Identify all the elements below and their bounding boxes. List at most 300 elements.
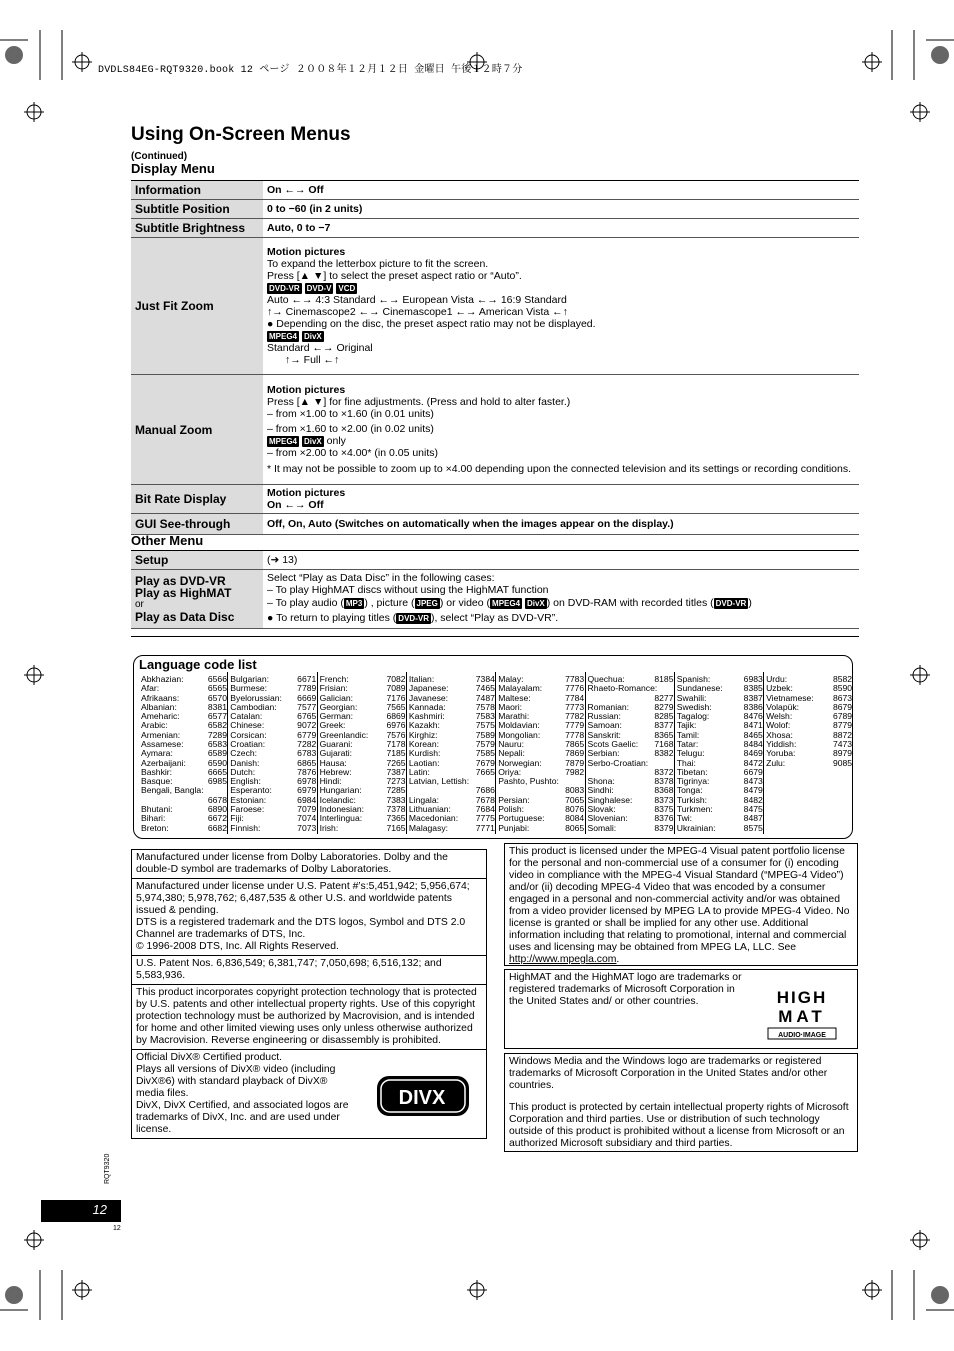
language-name: Malagasy:: [408, 822, 449, 833]
language-code-title: Language code list: [139, 657, 257, 672]
language-code: 7771: [475, 822, 495, 833]
language-name: Cambodian:: [230, 701, 277, 712]
language-code: 7289: [207, 729, 227, 740]
language-name: Norwegian:: [498, 757, 542, 768]
disc-tag: JPEG: [416, 599, 438, 608]
language-code: 8285: [654, 711, 674, 722]
text: Press [▲ ▼] to select the preset aspect ratio or “Auto”.: [267, 270, 522, 282]
language-code: 7383: [386, 794, 406, 805]
language-name: Sundanese:: [676, 683, 723, 694]
text: Select “Play as Data Disc” in the following cases:: [267, 572, 495, 584]
text: DivX, DivX Certified, and associated logos are trademarks of DivX, Inc. and are used under license.: [136, 1100, 349, 1135]
language-name: Maori:: [498, 701, 523, 712]
language-name: Persian:: [498, 794, 530, 805]
language-name: Kannada:: [408, 701, 446, 712]
language-code: 9085: [832, 757, 853, 768]
language-entry: [320, 824, 406, 833]
language-code: 6765: [297, 711, 317, 722]
language-name: Tajik:: [676, 720, 697, 731]
language-code: 8381: [207, 701, 227, 712]
row-label: Just Fit Zoom: [131, 238, 263, 375]
column-separator: [495, 672, 496, 834]
language-code: 6890: [207, 803, 227, 814]
row-value: Auto, 0 to −7: [267, 222, 331, 234]
text: ) on DVD-RAM with recorded titles (: [546, 597, 714, 609]
language-name: Hausa:: [319, 757, 347, 768]
language-code: 6682: [207, 822, 227, 833]
language-name: Armenian:: [141, 729, 181, 740]
row-label: [131, 570, 263, 629]
language-code: 8472: [743, 757, 763, 768]
text: This product is protected by certain intellectual property rights of Microsoft Corporation and third parties. Use or distribution of such technology outside of this product is prohibited without a license from Microsoft or an authorized Microsoft subsidiary and third parties.: [509, 1102, 849, 1149]
language-name: Icelandic:: [319, 794, 356, 805]
language-code: 7869: [565, 748, 585, 759]
language-code: 7775: [475, 813, 495, 824]
language-code: 8373: [654, 794, 674, 805]
language-code: 7773: [565, 701, 585, 712]
text: – from ×1.60 to ×2.00 (in 0.02 units): [267, 423, 434, 435]
page-title: Using On-Screen Menus: [131, 124, 351, 145]
language-name: Polish:: [498, 803, 524, 814]
language-name: Slovenian:: [587, 813, 628, 824]
language-name: Singhalese:: [587, 794, 633, 805]
text: – To play audio (: [267, 597, 344, 609]
language-code: 7165: [386, 822, 406, 833]
language-name: Croatian:: [230, 738, 266, 749]
language-name: Samoan:: [587, 720, 622, 731]
language-name: Serbian:: [587, 748, 620, 759]
language-name: Kazakh:: [408, 720, 440, 731]
language-code: 8679: [832, 701, 853, 712]
language-name: Tatar:: [676, 738, 699, 749]
language-name: Turkish:: [676, 794, 708, 805]
language-column: [588, 675, 674, 833]
row-subtitle-position: [131, 200, 859, 219]
language-code: 8473: [743, 776, 763, 787]
text: Press [▲ ▼] for fine adjustments. (Press and hold to alter faster.): [267, 396, 571, 408]
language-code: 7665: [475, 766, 495, 777]
language-name: Assamese:: [141, 738, 184, 749]
label: Play as Data Disc: [135, 610, 235, 624]
language-code: 6865: [297, 757, 317, 768]
language-code: 7473: [832, 738, 853, 749]
text: DTS is a registered trademark and the DTS logos, Symbol and DTS 2.0 Channel are trademarks of DTS, Inc.: [136, 917, 466, 940]
language-code: 7982: [565, 766, 585, 777]
language-name: Sanskrit:: [587, 729, 621, 740]
language-entry: [230, 824, 316, 833]
language-name: Ukrainian:: [676, 822, 716, 833]
dts-notice: [132, 879, 486, 956]
language-code: 7387: [386, 766, 406, 777]
language-name: Basque:: [141, 776, 173, 787]
language-name: Greek:: [319, 720, 346, 731]
language-code: 6978: [297, 776, 317, 787]
other-menu-table: [131, 550, 859, 629]
language-code: 6583: [207, 738, 227, 749]
text: ) or video (: [439, 597, 491, 609]
language-name: Slovak:: [587, 803, 616, 814]
language-code: 8779: [832, 720, 853, 731]
column-separator: [674, 672, 675, 834]
language-name: Javanese:: [408, 692, 449, 703]
language-name: Laotian:: [408, 757, 440, 768]
language-code: 6783: [297, 748, 317, 759]
language-code: 7679: [475, 757, 495, 768]
language-code: 6589: [207, 748, 227, 759]
language-name: Gujarati:: [319, 748, 353, 759]
column-separator: [317, 672, 318, 834]
language-code: 6869: [386, 711, 406, 722]
language-name: Byelorussian:: [230, 692, 282, 703]
row-label: Setup: [131, 551, 263, 570]
language-name: Abkhazian:: [141, 674, 184, 684]
language-name: Arabic:: [141, 720, 168, 731]
language-name: Bengali, Bangla:: [141, 785, 204, 796]
language-name: Hebrew:: [319, 766, 352, 777]
language-code: 7265: [386, 757, 406, 768]
language-name: Turkmen:: [676, 803, 713, 814]
language-entry: [588, 824, 674, 833]
language-name: Lithuanian:: [408, 803, 451, 814]
language-code: 7465: [475, 683, 495, 694]
language-code: 8387: [743, 692, 763, 703]
language-code: 7686: [475, 785, 495, 796]
language-name: Tigrinya:: [676, 776, 710, 787]
disc-tag: DivX: [303, 437, 322, 446]
language-name: Dutch:: [230, 766, 256, 777]
language-code: 6984: [297, 794, 317, 805]
highmat-logo-top: HIGH: [776, 988, 828, 1007]
language-code: 8482: [743, 794, 763, 805]
row-value: On ←→ Off: [267, 184, 324, 196]
language-code: 7589: [475, 729, 495, 740]
language-name: Albanian:: [141, 701, 177, 712]
language-name: Pashto, Pushto:: [498, 776, 559, 787]
language-code: 7784: [565, 692, 585, 703]
text: .: [616, 954, 620, 965]
language-name: Irish:: [319, 822, 339, 833]
language-entry: [677, 824, 763, 833]
language-name: Russian:: [587, 711, 621, 722]
language-name: Spanish:: [676, 674, 711, 684]
continued-label: (Continued): [131, 151, 188, 162]
footnote: * It may not be possible to zoom up to ×4.00 depending upon the connected television and its settings or recording conditions.: [267, 463, 852, 475]
language-code: 7178: [386, 738, 406, 749]
text: ↑→ Full ←↑: [285, 354, 340, 366]
row-label: GUI See-through: [131, 514, 263, 535]
language-code: 8279: [654, 701, 674, 712]
language-code: 7168: [654, 738, 674, 749]
print-header: DVDLS84EG-RQT9320.book 12 ページ ２００８年１２月１２日 金曜日 午後１２時７分: [98, 65, 523, 76]
language-code: 7576: [386, 729, 406, 740]
language-code: 8872: [832, 729, 853, 740]
language-name: English:: [230, 776, 261, 787]
language-name: Quechua:: [587, 674, 625, 684]
disc-tag: MPEG4: [269, 437, 298, 446]
divx-logo-text: DIVX: [398, 1087, 446, 1109]
mpegla-link[interactable]: http://www.mpegla.com: [509, 954, 617, 965]
row-value: [263, 485, 859, 514]
tag-row: [267, 282, 855, 294]
language-code: 7185: [386, 748, 406, 759]
heading: Motion pictures: [267, 246, 346, 258]
text: To expand the letterbox picture to fit the screen.: [267, 258, 489, 270]
language-name: Sindhi:: [587, 785, 614, 796]
disc-tag: MP3: [345, 599, 363, 608]
language-name: Thai:: [676, 757, 696, 768]
disc-tag: DVD-V: [306, 284, 332, 293]
language-name: Estonian:: [230, 794, 267, 805]
language-code: 7079: [297, 803, 317, 814]
display-menu-title: Display Menu: [131, 161, 215, 176]
language-name: Xhosa:: [766, 729, 793, 740]
language-name: Portuguese:: [498, 813, 545, 824]
language-code: 8673: [832, 692, 853, 703]
language-code: 6582: [207, 720, 227, 731]
language-name: Frisian:: [319, 683, 348, 694]
language-code: 6678: [207, 794, 227, 805]
language-name: Romanian:: [587, 701, 630, 712]
language-name: Malay:: [498, 674, 524, 684]
language-name: Uzbek:: [766, 683, 793, 694]
language-code: 7565: [386, 701, 406, 712]
language-code: 8575: [743, 822, 763, 833]
language-code: 8365: [654, 729, 674, 740]
language-name: Catalan:: [230, 711, 263, 722]
language-code: 7678: [475, 794, 495, 805]
language-code: 7176: [386, 692, 406, 703]
text: ) , picture (: [364, 597, 415, 609]
disc-tag: DVD-VR: [398, 614, 429, 623]
label: Play as DVD-VR: [135, 574, 226, 588]
disc-tag: MPEG4: [269, 332, 298, 341]
language-code: 7365: [386, 813, 406, 824]
language-name: Scots Gaelic:: [587, 738, 639, 749]
text: ↑→ Cinemascope2 ←→ Cinemascope1 ←→ American Vista ←↑: [267, 306, 568, 318]
text: only: [323, 435, 346, 447]
language-code: 7575: [475, 720, 495, 731]
language-name: French:: [319, 674, 349, 684]
language-name: Kurdish:: [408, 748, 441, 759]
language-code: 8475: [743, 803, 763, 814]
language-name: Corsican:: [230, 729, 267, 740]
language-code: 9072: [297, 720, 317, 731]
page-number-text: 12: [92, 1202, 107, 1217]
language-name: Czech:: [230, 748, 258, 759]
language-name: Afrikaans:: [141, 692, 180, 703]
language-code: 6669: [297, 692, 317, 703]
language-code: 7577: [297, 701, 317, 712]
text: This product is licensed under the MPEG-4 Visual patent portfolio license for the personal and non-commercial use of a consumer for (i) encoding video in compliance with the MPEG-4 Visual Standard (“MPEG-4 Video”) and/or (ii) decoding MPEG-4 Video that was encoded by a consumer engaged in a personal and non-commercial activity and/or was obtained from a video provider licensed by MPEG LA to provide MPEG-4 Video. No license is granted or shall be implied for any other use. Additional information including that relating to promotional, internal and commercial uses and licensing may be obtained from MPEG LA, LLC. See: [509, 846, 850, 953]
language-name: Wolof:: [766, 720, 791, 731]
mpeg4-notice: [504, 843, 858, 966]
highmat-logo: [766, 983, 838, 1041]
language-code: 8185: [654, 674, 674, 684]
language-name: Marathi:: [498, 711, 530, 722]
language-code: 7779: [565, 720, 585, 731]
macrovision-notice: This product incorporates copyright protection technology that is protected by U.S. patents and other intellectual property rights. Use of this copyright protection technology must be authorized by Macrovision, and is intended for home and other limited viewing uses only unless otherwise authorized by Macrovision. Reverse engineering or disassembly is prohibited.: [132, 985, 486, 1050]
text-row: [267, 596, 855, 611]
row-label: Subtitle Brightness: [131, 219, 263, 238]
text: – from ×2.00 to ×4.00* (in 0.05 units): [267, 447, 439, 459]
language-code: 6577: [207, 711, 227, 722]
language-code: 6985: [207, 776, 227, 787]
language-name: Indonesian:: [319, 803, 365, 814]
row-label: Subtitle Position: [131, 200, 263, 219]
text: ● Depending on the disc, the preset aspect ratio may not be displayed.: [267, 318, 596, 330]
language-code: 8469: [743, 748, 763, 759]
language-code: 7876: [297, 766, 317, 777]
language-name: Azerbaijani:: [141, 757, 186, 768]
language-code: 6570: [207, 692, 227, 703]
language-code: 7089: [386, 683, 406, 694]
language-name: Tagalog:: [676, 711, 710, 722]
language-code: 7384: [475, 674, 495, 684]
language-code: 6979: [297, 785, 317, 796]
row-value: (➜ 13): [267, 554, 298, 566]
row-value: [263, 238, 859, 375]
language-code: 8979: [832, 748, 853, 759]
language-name: Hindi:: [319, 776, 342, 787]
text: © 1996-2008 DTS, Inc. All Rights Reserved.: [136, 941, 339, 952]
row-just-fit-zoom: [131, 238, 859, 375]
language-name: Urdu:: [766, 674, 788, 684]
language-code: 6983: [743, 674, 763, 684]
language-name: Nepali:: [498, 748, 525, 759]
text: – from ×1.00 to ×1.60 (in 0.01 units): [267, 408, 434, 420]
language-code: 8465: [743, 729, 763, 740]
page-number: [41, 1200, 121, 1222]
language-code: 6789: [832, 711, 853, 722]
model-code: RQT9320: [104, 1153, 111, 1184]
column-separator: [227, 672, 228, 834]
highmat-logo-bottom: AUDIO·IMAGE: [778, 1032, 826, 1039]
language-code: 6671: [297, 674, 317, 684]
language-code: 7082: [386, 674, 406, 684]
language-code: 8471: [743, 720, 763, 731]
language-code: 8375: [654, 803, 674, 814]
language-code: 6976: [386, 720, 406, 731]
row-manual-zoom: [131, 375, 859, 485]
language-code: 6565: [207, 683, 227, 694]
language-name: Aymara:: [141, 748, 173, 759]
language-code: 8379: [654, 822, 674, 833]
text: – To play HighMAT discs without using the HighMAT function: [267, 584, 549, 596]
dolby-notice: Manufactured under license from Dolby Laboratories. Dolby and the double-D symbol are trademarks of Dolby Laboratories.: [132, 850, 486, 879]
language-column: [141, 675, 227, 833]
row-play-as: [131, 570, 859, 629]
divider: [131, 636, 859, 637]
row-value: Off, On, Auto (Switches on automatically when the images appear on the display.): [267, 518, 674, 530]
disc-tag: VCD: [338, 284, 356, 293]
small-page-number: 12: [113, 1225, 121, 1232]
language-code: 8476: [743, 711, 763, 722]
language-name: Ameharic:: [141, 711, 180, 722]
divx-logo: [376, 1075, 470, 1117]
label: Play as HighMAT: [135, 586, 232, 600]
language-code: 7776: [565, 683, 585, 694]
language-name: Esperanto:: [230, 785, 272, 796]
row-gui-see-through: [131, 514, 859, 535]
language-code: 8372: [654, 766, 674, 777]
tag-row: [267, 435, 855, 447]
text: On ←→ Off: [267, 499, 324, 511]
tag-row: [267, 330, 855, 342]
language-code: 7578: [475, 701, 495, 712]
text: Manufactured under license under U.S. Patent #’s:5,451,942; 5,956,674; 5,974,380; 5,978,762; 6,487,535 & other U.S. and worldwide patents issued & pending.: [136, 881, 470, 916]
language-column: [409, 675, 495, 833]
language-name: Telugu:: [676, 748, 705, 759]
language-code: 8378: [654, 776, 674, 787]
column-separator: [763, 672, 764, 834]
language-code: 8368: [654, 785, 674, 796]
language-name: Twi:: [676, 813, 693, 824]
language-code: 7487: [475, 692, 495, 703]
language-column: [320, 675, 406, 833]
windows-notice: [504, 1053, 858, 1152]
language-column: [498, 675, 584, 833]
language-name: Swedish:: [676, 701, 712, 712]
heading: Motion pictures: [267, 384, 346, 396]
text: ), select “Play as DVD-VR”.: [430, 612, 559, 624]
language-code: 8376: [654, 813, 674, 824]
language-name: Yoruba:: [766, 748, 796, 759]
language-name: Finnish:: [230, 822, 261, 833]
row-subtitle-brightness: [131, 219, 859, 238]
language-name: Somali:: [587, 822, 617, 833]
language-name: Rhaeto-Romance:: [587, 683, 658, 694]
language-name: Faroese:: [230, 803, 265, 814]
language-code: 7065: [565, 794, 585, 805]
language-name: Tamil:: [676, 729, 700, 740]
language-name: Burmese:: [230, 683, 268, 694]
language-code: 7778: [565, 729, 585, 740]
disc-tag: DivX: [526, 599, 545, 608]
language-column: [677, 675, 763, 833]
row-value: [263, 375, 859, 485]
language-code: 7684: [475, 803, 495, 814]
language-code: 7585: [475, 748, 495, 759]
text: Official DivX® Certified product.: [136, 1052, 283, 1063]
language-name: Punjabi:: [498, 822, 530, 833]
language-name: Japanese:: [408, 683, 449, 694]
language-code: 8487: [743, 813, 763, 824]
language-name: German:: [319, 711, 354, 722]
language-code: 7783: [565, 674, 585, 684]
language-code: 6779: [297, 729, 317, 740]
language-name: Serbo-Croatian:: [587, 757, 649, 768]
language-name: Bulgarian:: [230, 674, 269, 684]
text: ● To return to playing titles (: [267, 612, 397, 624]
language-entry: [141, 824, 227, 833]
language-name: Danish:: [230, 757, 260, 768]
language-code: 7282: [297, 738, 317, 749]
language-name: Greenlandic:: [319, 729, 369, 740]
language-code: 8065: [565, 822, 585, 833]
language-code: 7879: [565, 757, 585, 768]
language-code: 7073: [297, 822, 317, 833]
heading: Motion pictures: [267, 487, 346, 499]
language-code: 8484: [743, 738, 763, 749]
language-code: 7865: [565, 738, 585, 749]
language-entry: [409, 824, 495, 833]
language-code: 8479: [743, 785, 763, 796]
text: Auto ←→ 4:3 Standard ←→ European Vista ←→ 16:9 Standard: [267, 294, 567, 306]
language-column: [766, 675, 852, 768]
row-label: Manual Zoom: [131, 375, 263, 485]
row-label: Information: [131, 181, 263, 200]
language-code: 8382: [654, 748, 674, 759]
